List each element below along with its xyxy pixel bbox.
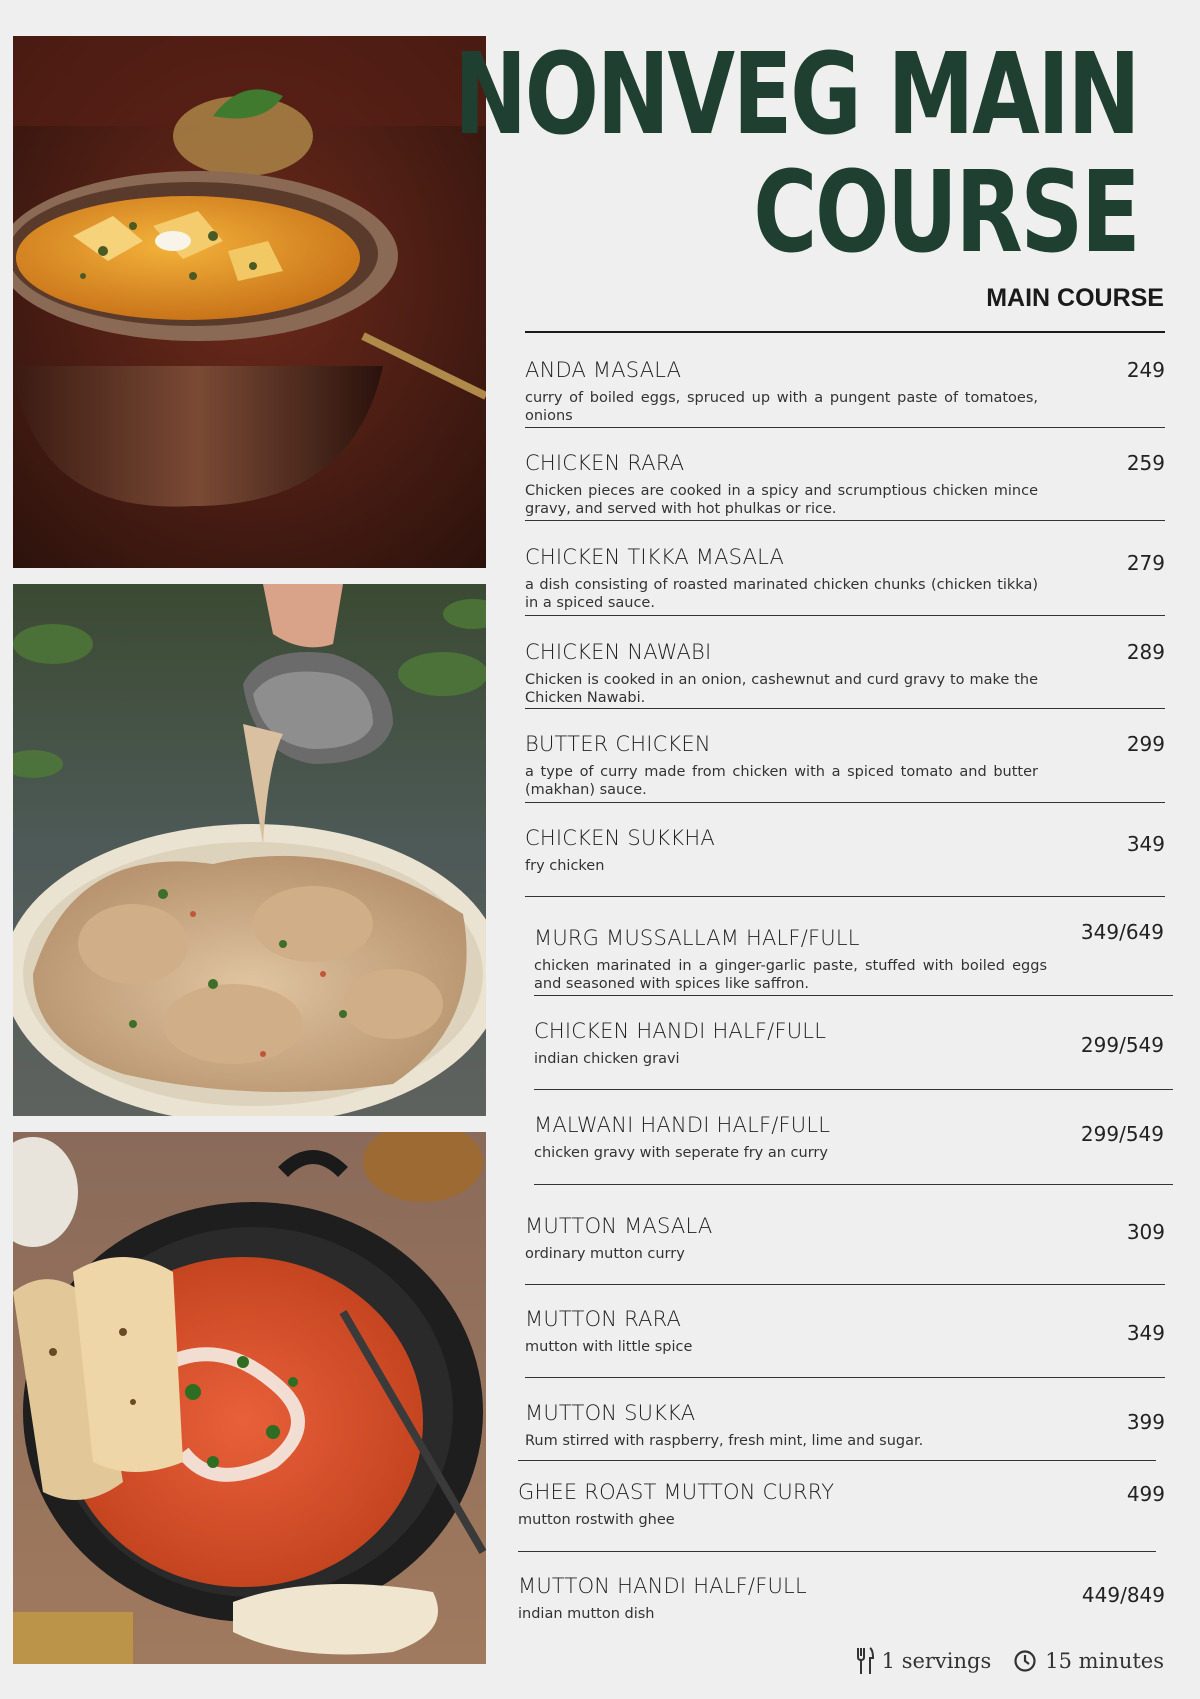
photo-gravy-chicken	[13, 584, 486, 1116]
item-divider	[525, 802, 1165, 803]
item-divider	[534, 1184, 1173, 1185]
item-price: 259	[1126, 451, 1165, 475]
item-price: 299	[1126, 732, 1165, 756]
item-name: CHICKEN RARA	[525, 451, 685, 475]
item-description: fry chicken	[525, 858, 605, 874]
item-description: a type of curry made from chicken with a spiced tomato and butter (makhan) sauce.	[525, 764, 1038, 798]
menu-item	[525, 451, 1165, 517]
item-price: 309	[1126, 1220, 1165, 1244]
menu-item	[525, 826, 1165, 874]
menu-item	[518, 1480, 1165, 1528]
menu-item	[525, 1214, 1165, 1262]
item-price: 289	[1126, 640, 1165, 664]
item-name: MALWANI HANDI HALF/FULL	[534, 1113, 831, 1137]
item-description: ordinary mutton curry	[525, 1246, 685, 1262]
recipe-meta	[856, 1646, 1164, 1676]
item-description: Rum stirred with raspberry, fresh mint, lime and sugar.	[525, 1433, 924, 1449]
item-description: a dish consisting of roasted marinated chicken chunks (chicken tikka) in a spiced sauce.	[525, 577, 1038, 611]
photo-butter-chicken	[13, 1132, 486, 1664]
item-divider	[534, 1089, 1173, 1090]
item-description: chicken gravy with seperate fry an curry	[534, 1145, 828, 1161]
time-info	[1013, 1649, 1164, 1673]
title-line-2: COURSE	[752, 148, 1138, 278]
menu-item	[525, 640, 1165, 706]
item-price: 349	[1126, 1321, 1165, 1345]
menu-item	[534, 1113, 1164, 1161]
item-name: ANDA MASALA	[525, 358, 682, 382]
item-description: curry of boiled eggs, spruced up with a pungent paste of tomatoes, onions	[525, 390, 1038, 424]
item-divider	[525, 1284, 1165, 1285]
menu-item	[525, 358, 1165, 424]
menu-item	[525, 1401, 1165, 1449]
item-price: 499	[1126, 1482, 1165, 1506]
item-name: CHICKEN TIKKA MASALA	[525, 545, 785, 569]
servings-text: 1 servings	[881, 1649, 992, 1673]
item-name: MURG MUSSALLAM HALF/FULL	[534, 926, 860, 950]
item-name: MUTTON RARA	[525, 1307, 682, 1331]
item-name: CHICKEN NAWABI	[525, 640, 712, 664]
item-name: MUTTON SUKKA	[525, 1401, 696, 1425]
photo-paneer-curry	[13, 36, 486, 568]
item-description: mutton with little spice	[525, 1339, 693, 1355]
time-text: 15 minutes	[1045, 1649, 1164, 1673]
item-price: 249	[1126, 358, 1165, 382]
item-divider	[525, 1377, 1165, 1378]
menu-item	[525, 545, 1165, 611]
servings-info	[856, 1646, 992, 1676]
item-price: 299/549	[1080, 1122, 1164, 1146]
item-divider	[525, 615, 1165, 616]
page-title	[453, 30, 1138, 278]
item-name: CHICKEN HANDI HALF/FULL	[534, 1019, 827, 1043]
clock-icon	[1013, 1649, 1037, 1673]
menu-item	[525, 732, 1165, 798]
item-name: MUTTON HANDI HALF/FULL	[518, 1574, 807, 1598]
item-price: 399	[1126, 1410, 1165, 1434]
item-price: 349/649	[1080, 920, 1164, 944]
title-line-1: NONVEG MAIN	[453, 30, 1138, 160]
fork-knife-icon	[856, 1646, 874, 1676]
item-description: indian chicken gravi	[534, 1051, 680, 1067]
item-price: 299/549	[1080, 1033, 1164, 1057]
menu-item	[534, 920, 1164, 992]
item-description: Chicken is cooked in an onion, cashewnut and curd gravy to make the Chicken Nawabi.	[525, 672, 1038, 706]
item-description: chicken marinated in a ginger-garlic paste, stuffed with boiled eggs and seasoned with spices like saffron.	[534, 958, 1047, 992]
item-divider	[518, 1460, 1156, 1461]
item-divider	[525, 896, 1165, 897]
item-divider	[518, 1551, 1156, 1552]
item-divider	[525, 427, 1165, 428]
item-description: indian mutton dish	[518, 1606, 655, 1622]
header-divider	[525, 331, 1165, 333]
menu-item	[518, 1574, 1165, 1622]
item-price: 279	[1126, 551, 1165, 575]
menu-item	[534, 1019, 1164, 1067]
item-description: Chicken pieces are cooked in a spicy and scrumptious chicken mince gravy, and served with hot phulkas or rice.	[525, 483, 1038, 517]
item-divider	[534, 995, 1173, 996]
menu-item	[525, 1307, 1165, 1355]
section-subtitle: MAIN COURSE	[986, 284, 1164, 312]
item-price: 449/849	[1081, 1583, 1165, 1607]
item-divider	[525, 708, 1165, 709]
item-price: 349	[1126, 832, 1165, 856]
item-name: CHICKEN SUKKHA	[525, 826, 715, 850]
item-divider	[525, 520, 1165, 521]
item-name: GHEE ROAST MUTTON CURRY	[518, 1480, 835, 1504]
item-name: MUTTON MASALA	[525, 1214, 713, 1238]
item-name: BUTTER CHICKEN	[525, 732, 711, 756]
item-description: mutton rostwith ghee	[518, 1512, 675, 1528]
